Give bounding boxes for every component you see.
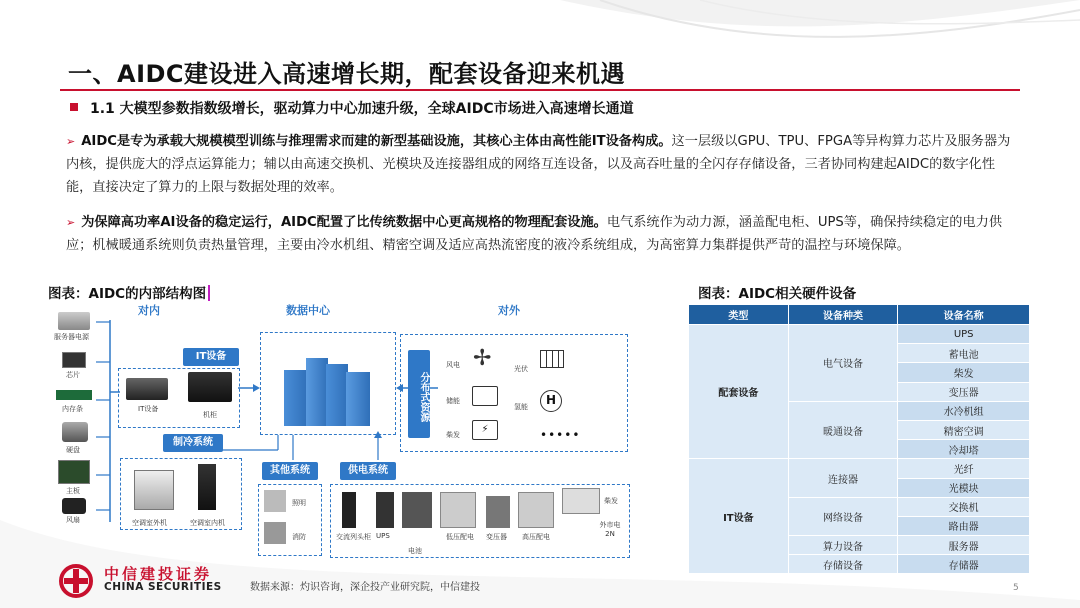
table-cell-category: 网络设备 xyxy=(788,497,898,535)
page-number: 5 xyxy=(1013,583,1019,593)
tag-it-equipment: IT设备 xyxy=(183,348,239,366)
table-cell-item: 变压器 xyxy=(898,382,1030,401)
paragraph-2-bold: 为保障高功率AI设备的稳定运行，AIDC配置了比传统数据中心更高规格的物理配套设施。 xyxy=(81,215,607,230)
cooling-indoor-label: 空调室内机 xyxy=(190,519,225,527)
hydrogen-icon: H xyxy=(540,390,562,412)
tag-cooling-system: 制冷系统 xyxy=(163,434,223,452)
figure-left-caption xyxy=(48,282,210,302)
power-lv-label: 低压配电 xyxy=(446,533,474,541)
table-cell-item: 光模块 xyxy=(898,478,1030,497)
table-cell-type: IT设备 xyxy=(689,459,789,574)
table-cell-item: 精密空调 xyxy=(898,420,1030,439)
table-cell-category: 连接器 xyxy=(788,459,898,497)
solar-panel-icon xyxy=(540,350,564,368)
table-cell-item: 路由器 xyxy=(898,516,1030,535)
dist-wind-label: 风电 xyxy=(446,361,460,369)
logo-text-cn: 中信建投证券 xyxy=(104,565,213,583)
component-ram-label: 内存条 xyxy=(62,405,83,413)
tag-distributed-resources: 分布式资源 xyxy=(408,350,430,438)
server-icon xyxy=(126,378,168,400)
arrow-bullet-icon: ➢ xyxy=(66,135,76,148)
dc-servers-icon xyxy=(284,358,370,426)
figure-right-caption: 图表：AIDC相关硬件设备 xyxy=(698,286,857,302)
cooling-outdoor-label: 空调室外机 xyxy=(132,519,167,527)
table-cell-item: 存储器 xyxy=(898,555,1030,574)
table-cell-item: 光纤 xyxy=(898,459,1030,478)
arrow-bullet-icon: ➢ xyxy=(66,216,76,229)
tag-other-systems: 其他系统 xyxy=(262,462,318,480)
cabinet-label: 机柜 xyxy=(203,411,217,419)
dist-solar-label: 光伏 xyxy=(514,365,528,373)
table-cell-item: 服务器 xyxy=(898,536,1030,555)
text-cursor xyxy=(208,285,210,301)
tag-power-system: 供电系统 xyxy=(340,462,396,480)
component-board xyxy=(58,460,90,484)
power-ac-cabinet-label: 交流列头柜 xyxy=(336,533,371,541)
dist-diesel-label: 柴发 xyxy=(446,431,460,439)
wind-turbine-icon: ✢ xyxy=(473,346,492,371)
table-header-name: 设备名称 xyxy=(898,305,1030,325)
logo-text-en: CHINA SECURITIES xyxy=(104,581,222,593)
paragraph-1 xyxy=(66,130,1011,199)
section-heading-text: 1.1 大模型参数指数级增长，驱动算力中心加速升级，全球AIDC市场进入高速增长通道 xyxy=(90,101,634,117)
it-label: IT设备 xyxy=(138,405,159,413)
transformer-icon xyxy=(486,496,510,528)
component-board-label: 主板 xyxy=(66,487,80,495)
table-cell-item: 柴发 xyxy=(898,363,1030,382)
ups-icon xyxy=(376,492,394,528)
table-cell-item: 水冷机组 xyxy=(898,401,1030,420)
table-header-category: 设备种类 xyxy=(788,305,898,325)
component-psu xyxy=(58,312,90,330)
cabinet-icon xyxy=(188,372,232,402)
hardware-table xyxy=(688,304,1030,574)
generator-icon: ⚡ xyxy=(472,420,498,440)
component-chip-label: 芯片 xyxy=(66,371,80,379)
ac-indoor-icon xyxy=(198,464,216,510)
component-disk-label: 硬盘 xyxy=(66,446,80,454)
table-row xyxy=(689,459,1030,478)
table-cell-category: 算力设备 xyxy=(788,536,898,555)
table-cell-category: 暖通设备 xyxy=(788,401,898,459)
data-source: 数据来源：灼识咨询，深企投产业研究院，中信建投 xyxy=(250,582,480,593)
power-hv-label: 高压配电 xyxy=(522,533,550,541)
table-header-type: 类型 xyxy=(689,305,789,325)
diesel-generator-icon xyxy=(562,488,600,514)
section-heading xyxy=(70,98,634,118)
diagram-head-inner: 对内 xyxy=(138,304,160,317)
bullet-square-icon xyxy=(70,103,78,111)
table-cell-item: UPS xyxy=(898,325,1030,344)
battery-rack-icon xyxy=(402,492,432,528)
power-battery-label: 电池 xyxy=(408,547,422,555)
power-diesel-label: 柴发 xyxy=(604,497,618,505)
other-lighting-label: 照明 xyxy=(292,499,306,507)
power-transformer-label: 变压器 xyxy=(486,533,507,541)
component-fan xyxy=(62,498,86,514)
dist-hydrogen-label: 氢能 xyxy=(514,403,528,411)
diagram-head-outer: 对外 xyxy=(498,304,520,317)
power-ups-label: UPS xyxy=(376,532,390,540)
paragraph-2-text: 电气系统作为动力源，涵盖配电柜、UPS等，确保持续稳定的电力供应；机械暖通系统则负责热量管理，主要由冷水机组、精密空调及适应高热流密度的液冷系统组成，为高密算力集群提供严苛的温控与环境保障。 xyxy=(66,215,1003,253)
paragraph-1-bold: AIDC是专为承载大规模模型训练与推理需求而建的新型基础设施，其核心主体由高性能IT设备构成。 xyxy=(81,134,672,149)
table-cell-type: 配套设备 xyxy=(689,325,789,459)
diagram-head-dc: 数据中心 xyxy=(286,304,330,317)
table-cell-category: 存储设备 xyxy=(788,555,898,574)
distributed-resources-box xyxy=(400,334,628,452)
china-securities-logo-icon xyxy=(58,563,98,599)
dots-icon: ••••• xyxy=(540,428,581,442)
component-fan-label: 风扇 xyxy=(66,516,80,524)
hv-switchgear-icon xyxy=(518,492,554,528)
table-cell-item: 交换机 xyxy=(898,497,1030,516)
table-cell-item: 冷却塔 xyxy=(898,440,1030,459)
battery-icon xyxy=(472,386,498,406)
component-chip xyxy=(62,352,86,368)
lv-switchgear-icon xyxy=(440,492,476,528)
table-cell-category: 电气设备 xyxy=(788,325,898,402)
other-fire-label: 消防 xyxy=(292,533,306,541)
ac-outdoor-icon xyxy=(134,470,174,510)
table-cell-item: 蓄电池 xyxy=(898,344,1030,363)
table-header-row xyxy=(689,305,1030,325)
component-ram xyxy=(56,390,92,400)
figure-left-caption-text: 图表：AIDC的内部结构图 xyxy=(48,286,207,302)
power-grid-label: 外市电 2N xyxy=(599,521,621,538)
fire-icon xyxy=(264,522,286,544)
paragraph-2 xyxy=(66,211,1011,257)
page-title: 一、AIDC建设进入高速增长期，配套设备迎来机遇 xyxy=(68,60,626,88)
paragraph-1-text: 这一层级以GPU、TPU、FPGA等异构算力芯片及服务器为内核，提供庞大的浮点运算能力；辅以由高速交换机、光模块及连接器组成的网络互连设备，以及高吞吐量的全闪存存储设备，三者协同构建起AIDC的数字化性能，直接决定了算力的上限与数据处理的效率。 xyxy=(66,134,1011,195)
title-divider xyxy=(60,89,1020,91)
dist-storage-label: 储能 xyxy=(446,397,460,405)
component-psu-label: 服务器电源 xyxy=(54,333,89,341)
ac-cabinet-icon xyxy=(342,492,356,528)
lighting-icon xyxy=(264,490,286,512)
table-row xyxy=(689,325,1030,344)
aidc-structure-diagram xyxy=(48,300,648,560)
component-disk xyxy=(62,422,88,442)
